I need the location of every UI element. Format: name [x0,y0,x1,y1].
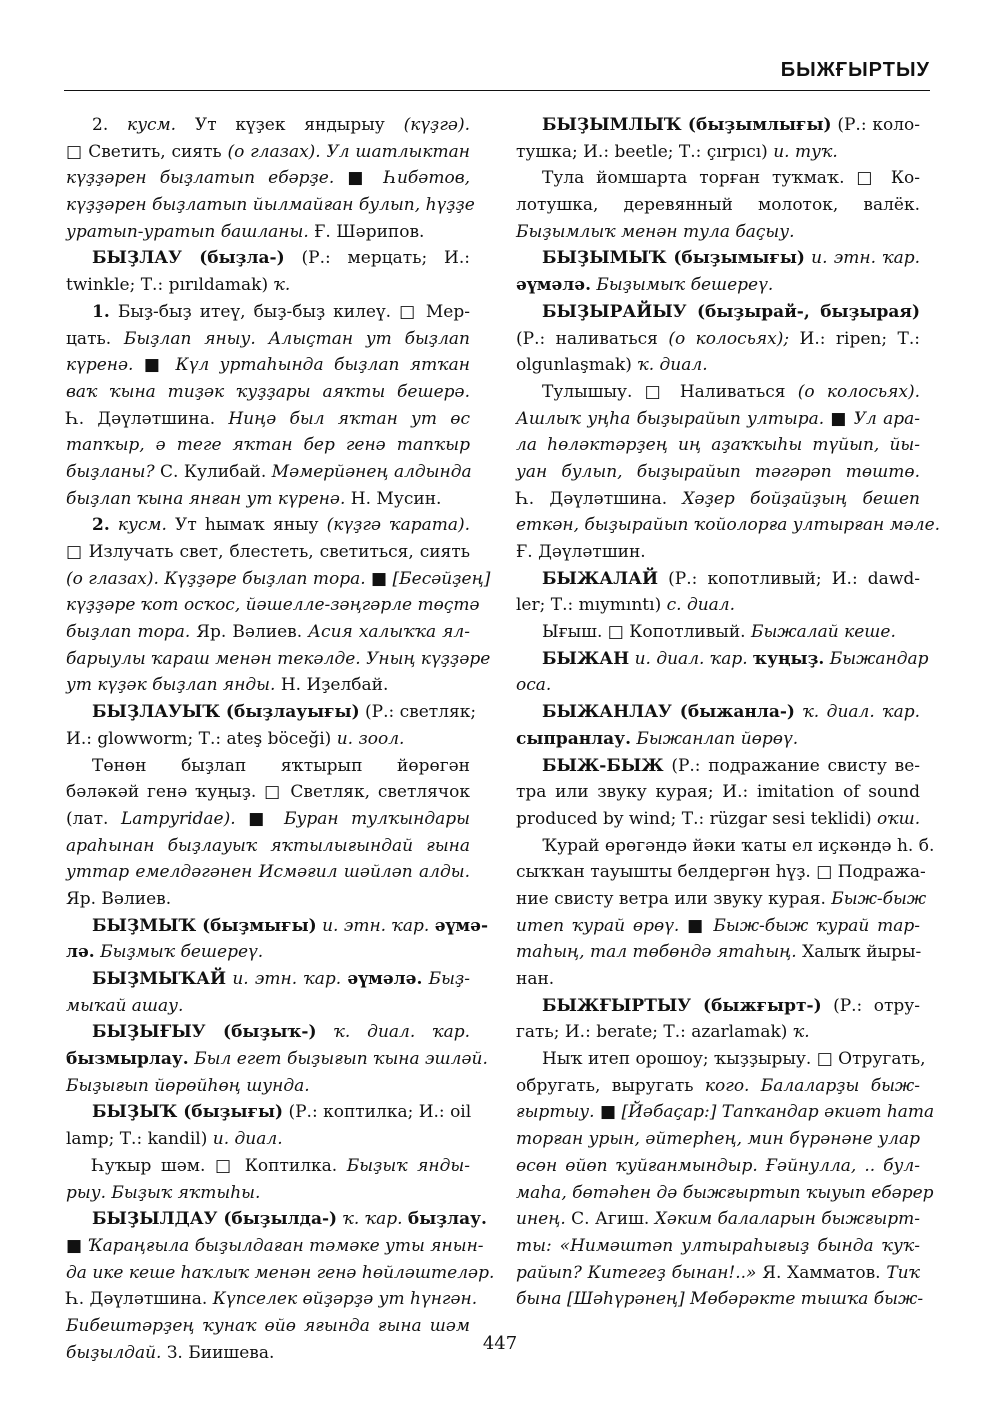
entry-headword-line: БЫҘЛАУЫҠ (быҙлауығы) (Р.: светляк; [92,702,477,723]
text-line: 2. кусм. Ут күҙек яндырыу (күҙгә). [92,115,471,135]
text-line: еткән, быҙырайып ҡойолорға ултырған мәле. [516,515,941,536]
text-line: ты: «Нимәштәп ултыраһығыҙ бында ҡуҡ- [516,1235,920,1256]
text-line: Ныҡ итеп орошоу; ҡыҙҙырыу. □ Отругать, [542,1049,926,1070]
text-line: быҙылдай. З. Биишева. [66,1342,275,1363]
entry-headword-line: БЫҘЫҠ (быҙығы) (Р.: коптилка; И.: oil [92,1102,472,1123]
text-line: лә. Быҙмыҡ бешереү. [66,942,264,963]
entry-headword-line: БЫЖАЛАЙ (Р.: копотливый; И.: dawd- [542,568,920,589]
text-line: lamp; Т.: kandil) и. диал. [66,1129,283,1150]
text-line: уратып-уратып башланы. Ғ. Шәрипов. [66,221,425,242]
text-line: produced by wind; Т.: rüzgar sesi teklidi) оҡш. [516,808,921,829]
running-header [64,56,930,91]
entry-headword-line: БЫҘЫРАЙЫУ (быҙырай-, быҙырая) [542,301,920,322]
text-line: уан булып, быҙырайып тәгәрәп төштө. [516,461,920,482]
text-line: бызмырлау. Был егет быҙығып ҡына эшләй. [66,1049,488,1070]
text-line: Төнөн быҙлап яҡтырып йөрөгән [92,755,470,776]
text-line: (Р.: наливаться (о колосьях); И.: ripen; Т.: [516,328,921,349]
entry-headword-line: БЫЖҒЫРТЫУ (быжғырт-) (Р.: отру- [542,995,920,1016]
text-line: □ Излучать свет, блестеть, светиться, сиять [66,542,470,562]
text-line: тапҡыр, ә теге яҡтан бер генә тапҡыр [66,435,470,456]
text-line: күҙҙәре ҡот осҡос, йәшелле-зәңгәрле төҫтә [66,595,480,616]
text-line: тушка; И.: beetle; Т.: çırpıcı) и. туҡ. [516,141,838,162]
text-line: гать; И.: berate; Т.: azarlamak) ҡ. [516,1022,810,1043]
text-line: мыҡай ашау. [66,995,184,1016]
entry-headword-line: БЫҘЛАУ (быҙла-) (Р.: мерцать; И.: [92,248,470,269]
text-line: ваҡ ҡына тиҙәк ҡуҙҙары аяҡты бешерә. [66,381,470,402]
text-line: Тулышыу. □ Наливаться (о колосьях). [542,381,921,402]
text-line: тра или звуку курая; И.: imitation of sound [516,782,920,803]
text-line: быҙланы? С. Кулибай. Мәмерйәнең алдында [66,461,472,482]
text-line: ут күҙәк быҙлап янды. Н. Иҙелбай. [66,675,389,696]
text-line: бына [Шәһүрәнең] Мөбәрәкте тышҡа быж- [516,1289,924,1310]
entry-headword-line: БЫҘЫМЛЫҠ (быҙымлығы) (Р.: коло- [542,115,920,135]
text-line: (о глазах). Күҙҙәре быҙлап тора. ■ [Бесәйҙең] [66,568,491,589]
text-line: Яр. Вәлиев. [66,888,172,909]
entry-headword-line: БЫЖ-БЫЖ (Р.: подражание свисту ве- [542,755,920,776]
text-line: Һ. Дәүләтшина. Ниңә был яҡтан ут өс [66,408,470,429]
text-line: И.: glowworm; Т.: ateş böceği) и. зоол. [66,728,405,749]
text-line: olgunlaşmak) ҡ. диал. [516,355,708,376]
text-line: итеп ҡурай өрөү. ■ Быж-быж ҡурай тар- [516,915,920,936]
text-line: Ҡурай өрөгәндә йәки ҡаты ел иҫкәндә һ. б. [542,835,935,856]
text-line: обругать, выругать кого. Балаларҙы быж- [516,1075,920,1096]
text-line: да ике кеше һаҡлыҡ менән генә һөйләштеләр. [66,1262,495,1283]
entry-headword-line: БЫҘЫҒЫУ (быҙыҡ-) ҡ. диал. ҡар. [92,1022,470,1043]
text-line: райып? Китегеҙ бынан!..» Я. Хамматов. Тиҡ [516,1262,921,1283]
text-line: нан. [516,969,555,989]
left-column [66,112,495,1366]
text-line: барыулы ҡараш менән текәлде. Уның күҙҙәре [66,648,491,669]
text-line: ние свисту ветра или звуку курая. Быж-быж [516,888,927,909]
text-line: 2. кусм. Ут һымаҡ яныу (күҙгә ҡарата). [92,515,471,536]
text-line: Һуҡыр шәм. □ Коптилка. Быҙыҡ янды- [92,1155,470,1176]
text-line: Һ. Дәүләтшина. Хәҙер бойҙайҙың бешеп [516,488,920,509]
text-line: күҙҙәрен быҙлатып ебәрҙе. ■ Һибәтов, [66,168,470,189]
text-line: быҙлап тора. Яр. Вәлиев. Асия халыҡҡа ял- [66,622,470,643]
text-line: өсөн өйөп ҡуйғанмындыр. Ғәйнулла, .. бул- [516,1155,920,1176]
text-line: әүмәлә. Быҙымыҡ бешереү. [516,275,774,296]
text-line: □ Светить, сиять (о глазах). Ул шатлыктан [66,141,471,162]
right-column [516,112,941,1313]
text-line: Быҙымлыҡ менән тула баҫыу. [516,221,795,242]
text-line: Тула йомшарта торған туҡмаҡ. □ Ко- [542,168,920,189]
text-line: күренә. ■ Күл уртаһында быҙлап ятҡан [66,355,470,376]
text-line: ғыртыу. ■ [Йәбаҫар:] Тапҡандар әкиәт һата [516,1102,935,1123]
text-line: Ашлыҡ уңһа быҙырайып ултыра. ■ Ул ара- [516,408,920,429]
text-line: торған урын, әйтерһең, мин бүрәнәне улар [516,1129,920,1150]
text-line: уттар емелдәгәнен Исмәғил шәйләп алды. [66,862,470,883]
entry-headword-line: БЫҘМЫҠАЙ и. этн. ҡар. әүмәлә. Быҙ- [92,969,470,989]
entry-headword-line: БЫҘЫЛДАУ (быҙылда-) ҡ. ҡар. быҙлау. [92,1209,487,1230]
text-line: күҙҙәрен быҙлатып йылмайған булып, һүҙҙе [66,195,475,216]
text-line: 1. Быҙ-быҙ итеү, быҙ-быҙ килеү. □ Мер- [92,301,470,322]
running-head-word: БЫЖҒЫРТЫУ [780,59,930,81]
text-line: цать. Быҙлап яныу. Алыҫтан ут быҙлап [66,328,470,349]
text-line: быҙлап ҡына янған ут күренә. Н. Мусин. [66,488,442,509]
text-line: бәләкәй генә ҡуңыҙ. □ Светляк, светлячок [66,782,470,803]
entry-headword-line: БЫҘЫМЫҠ (быҙымығы) и. этн. ҡар. [542,248,920,269]
text-line: (лат. Lampyridae). ■ Буран тулҡындары [66,808,470,829]
text-line: twinkle; Т.: pırıldamak) ҡ. [66,275,291,296]
text-line: ler; Т.: mıymıntı) с. диал. [516,595,736,616]
text-line: Быҙығып йөрөйһөң шунда. [66,1075,310,1096]
entry-headword-line: БЫҘМЫҠ (быҙмығы) и. этн. ҡар. әүмә- [92,915,489,936]
text-line: лотушка, деревянный молоток, валёк. [516,195,920,216]
entry-headword-line: БЫЖАНЛАУ (быжанла-) ҡ. диал. ҡар. [542,702,921,723]
page-number: 447 [482,1333,518,1354]
text-line: рыу. Быҙыҡ яҡтыһы. [66,1182,261,1203]
text-line: араһынан быҙлауыҡ яҡтылығындай ғына [66,835,470,856]
text-line: Бибештәрҙең ҡунаҡ өйө яғында ғына шәм [66,1315,470,1336]
text-line: ■ Ҡараңғыла быҙылдаған тәмәке уты янын- [66,1235,484,1256]
text-line: Ғ. Дәүләтшин. [516,542,646,562]
text-line: Һ. Дәүләтшина. Күпселек өйҙәрҙә ут һүнгән. [66,1289,478,1310]
text-line: оса. [516,675,552,696]
text-line: сыпранлау. Быжанлап йөрөү. [516,728,799,749]
text-line: сыҡҡан тауышты белдергән һүҙ. □ Подража- [516,862,926,883]
text-line: инең. С. Агиш. Хәким балаларын быжғырт- [516,1209,920,1230]
text-line: ла һөләктәрҙең иң аҙаҡҡыһы түйып, йы- [516,435,920,456]
text-line: таһың, тал төбөндә ятаһың. Халыҡ йыры- [516,942,922,963]
text-line: маһа, бөтәһен дә быжғыртып ҡыуып ебәрер [516,1182,934,1203]
text-line: Ығыш. □ Копотливый. Быжалай кеше. [542,622,896,643]
entry-headword-line: БЫЖАН и. диал. ҡар. ҡуңыҙ. Быжандар [542,648,929,669]
